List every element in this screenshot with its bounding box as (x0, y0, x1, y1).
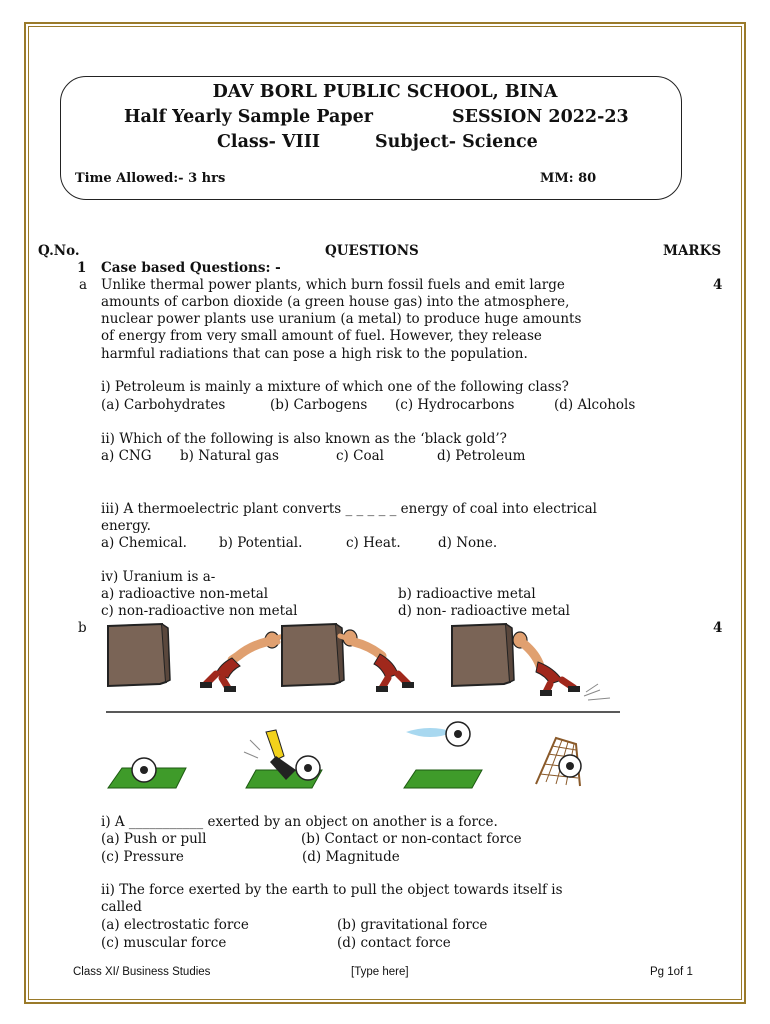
questions-header: QUESTIONS (325, 243, 419, 259)
question-text: ii) Which of the following is also known as the ‘black gold’? (101, 431, 507, 447)
option: (b) gravitational force (337, 917, 488, 933)
footer-page-number: Pg 1of 1 (650, 966, 693, 978)
footer-center: [Type here] (351, 966, 409, 978)
subject-label: Subject- Science (375, 132, 538, 152)
option: c) Coal (336, 448, 384, 464)
class-label: Class- VIII (217, 132, 321, 152)
question-text: iii) A thermoelectric plant converts _ _ _ _ _ energy of coal into electrical (101, 501, 597, 517)
force-illustration (100, 620, 630, 800)
school-name: DAV BORL PUBLIC SCHOOL, BINA (212, 82, 558, 102)
kick-image (244, 730, 322, 788)
time-allowed: Time Allowed:- 3 hrs (75, 171, 226, 186)
question-number: 1 (77, 260, 87, 276)
man-pushing-image (200, 632, 284, 692)
passage-line: Unlike thermal power plants, which burn fossil fuels and emit large (101, 277, 565, 293)
question-title: Case based Questions: - (101, 260, 281, 276)
passage-line: of energy from very small amount of fuel. However, they release (101, 328, 542, 344)
part-a-label: a (79, 277, 88, 293)
footer-left: Class XI/ Business Studies (73, 966, 211, 978)
rock-image (108, 624, 170, 686)
option: (d) contact force (337, 935, 451, 951)
option: d) Petroleum (437, 448, 526, 464)
option: (c) Hydrocarbons (395, 397, 515, 413)
option: (b) Carbogens (270, 397, 368, 413)
ball-in-air-image (404, 722, 482, 788)
option: (a) Carbohydrates (101, 397, 226, 413)
option: a) CNG (101, 448, 152, 464)
ball-on-grass-image (108, 758, 186, 788)
option: b) Natural gas (180, 448, 279, 464)
man-pushing-image (340, 630, 414, 692)
question-text: called (101, 899, 142, 915)
question-text: energy. (101, 518, 151, 534)
question-text: ii) The force exerted by the earth to pull the object towards itself is (101, 882, 563, 898)
qno-header: Q.No. (38, 243, 80, 259)
option: c) non-radioactive non metal (101, 603, 298, 619)
option: d) non- radioactive metal (398, 603, 570, 619)
passage-line: nuclear power plants use uranium (a metal) to produce huge amounts (101, 311, 582, 327)
max-marks: MM: 80 (540, 171, 597, 186)
question-text: i) Petroleum is mainly a mixture of which one of the following class? (101, 379, 569, 395)
passage-line: amounts of carbon dioxide (a green house gas) into the atmosphere, (101, 294, 570, 310)
rock-image (452, 624, 514, 686)
man-pushing-image (513, 632, 610, 700)
option: (c) Pressure (101, 849, 184, 865)
marks-header: MARKS (663, 243, 722, 259)
part-a-marks: 4 (713, 277, 723, 293)
option: (d) Alcohols (554, 397, 636, 413)
option: a) Chemical. (101, 535, 187, 551)
option: c) Heat. (346, 535, 401, 551)
goal-net-image (536, 738, 581, 786)
option: b) radioactive metal (398, 586, 536, 602)
part-b-marks: 4 (713, 620, 723, 636)
option: (d) Magnitude (302, 849, 400, 865)
rock-image (282, 624, 344, 686)
option: (c) muscular force (101, 935, 227, 951)
option: a) radioactive non-metal (101, 586, 269, 602)
session: SESSION 2022-23 (452, 107, 629, 127)
option: (a) Push or pull (101, 831, 207, 847)
passage-line: harmful radiations that can pose a high risk to the population. (101, 346, 528, 362)
paper-title: Half Yearly Sample Paper (124, 107, 373, 127)
question-text: i) A ___________ exerted by an object on another is a force. (101, 814, 498, 830)
option: (b) Contact or non-contact force (301, 831, 522, 847)
question-text: iv) Uranium is a- (101, 569, 216, 585)
option: b) Potential. (219, 535, 303, 551)
part-b-label: b (78, 620, 87, 636)
option: d) None. (438, 535, 498, 551)
option: (a) electrostatic force (101, 917, 249, 933)
